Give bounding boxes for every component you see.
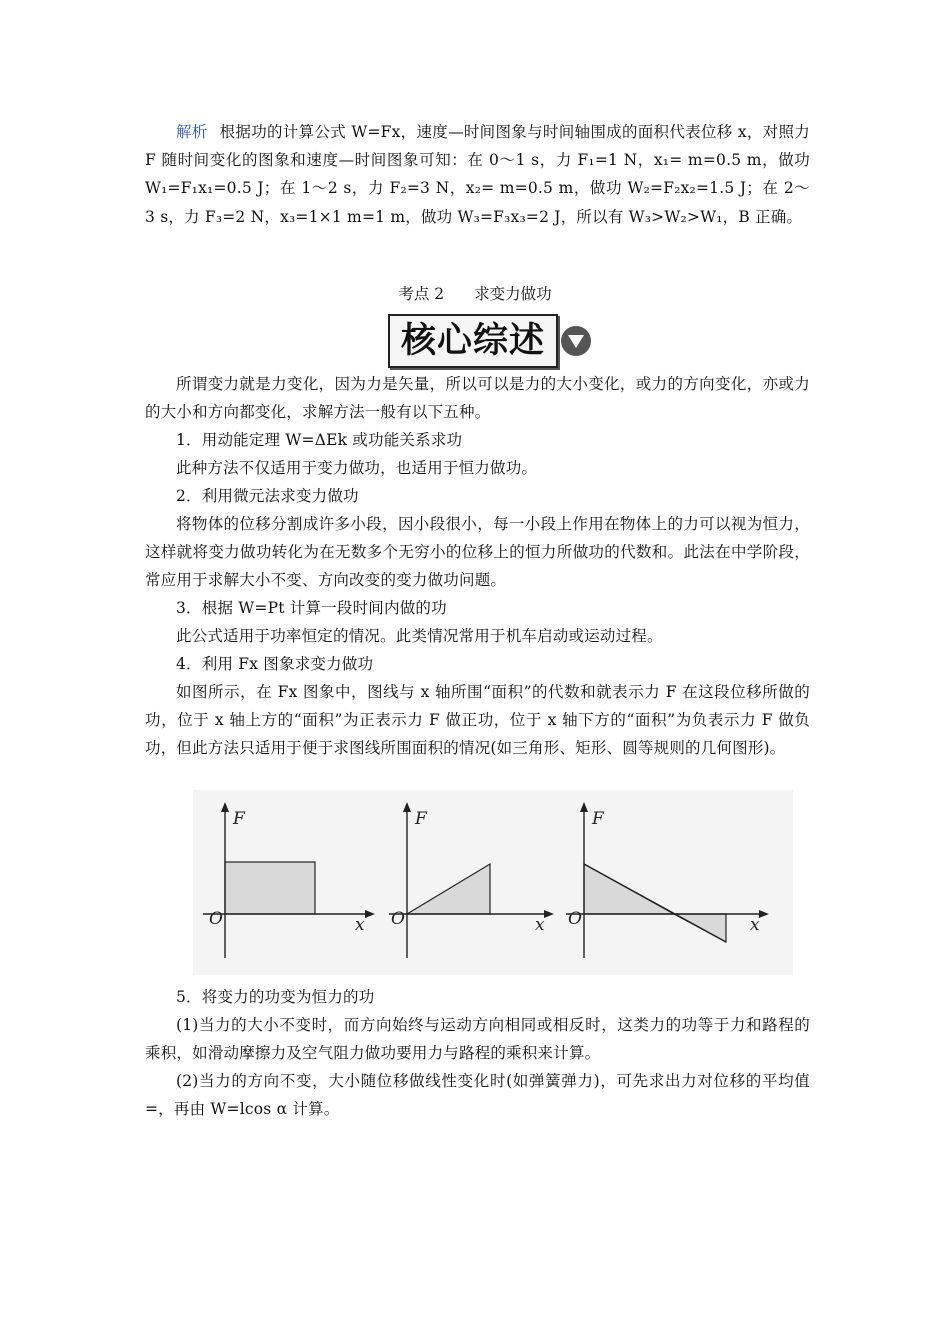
f-axis-label: F [415, 809, 427, 829]
method-2-text: 将物体的位移分割成许多小段，因小段很小，每一小段上作用在物体上的力可以视为恒力，这样就将变力做功转化为在无数多个无穷小的位移上的恒力所做功的代数和。此法在中学阶段，常应用于求解大小不变、方向改变的变力做功问题。 [145, 515, 810, 590]
intro-paragraph: 所谓变力就是力变化，因为力是矢量，所以可以是力的大小变化，或力的方向变化，亦或力的大小和方向都变化，求解方法一般有以下五种。 [145, 375, 810, 422]
method-5-point-1: (1)当力的大小不变时，而方向始终与运动方向相同或相反时，这类力的功等于力和路程的乘积，如滑动摩擦力及空气阻力做功要用力与路程的乘积来计算。 [145, 1016, 810, 1063]
analysis-text: 根据功的计算公式 W=Fx，速度—时间图象与时间轴围成的面积代表位移 x，对照力 F 随时间变化的图象和速度—时间图象可知：在 0～1 s，力 F₁=1 N，x₁= m=0.5 m，做功 W₁=F₁x₁=0.5 J；在 1～2 s，力 F₂=3 N，x₂= m=0.5 m，做功 W₂=F₂x₂=1.5 J；在 2～3 s，力 F₃=2 N，x₃=1×1 m=1 m，做功 W₃=F₃x₃=2 J，所以有 W₃>W₂>W₁，B 正确。 [145, 123, 811, 226]
origin-label: O [568, 909, 582, 929]
positive-area-rectangle [225, 862, 315, 914]
triangle-down-icon [560, 325, 592, 357]
x-axis-label: x [535, 915, 545, 935]
section-label: 考点 2 [398, 285, 445, 303]
method-4-text: 如图所示，在 Fx 图象中，图线与 x 轴所围“面积”的代数和就表示力 F 在这段位移所做的功，位于 x 轴上方的“面积”为正表示力 F 做正功，位于 x 轴下方的“面积”为负表示力 F 做负功，但此方法只适用于便于求图线所围面积的情况(如三角形、矩形、圆等规则的几何图形)。 [145, 683, 810, 758]
origin-label: O [209, 909, 223, 929]
method-2-title: 2．利用微元法求变力做功 [176, 487, 359, 505]
x-axis-label: x [750, 915, 760, 935]
method-5-title: 5．将变力的功变为恒力的功 [176, 988, 375, 1006]
f-axis-label: F [592, 809, 604, 829]
x-axis-label: x [355, 915, 365, 935]
method-5-point-2: (2)当力的方向不变，大小随位移做线性变化时(如弹簧弹力)，可先求出力对位移的平均值=，再由 W=lcos α 计算。 [145, 1072, 810, 1119]
method-1-text: 此种方法不仅适用于变力做功，也适用于恒力做功。 [176, 459, 538, 477]
section-heading [0, 282, 950, 304]
analysis-label: 解析 [176, 123, 208, 141]
analysis-paragraph [145, 118, 810, 231]
method-3-title: 3．根据 W=Pt 计算一段时间内做的功 [176, 599, 447, 617]
method-1-title: 1．用动能定理 W=ΔEk 或功能关系求功 [176, 431, 463, 449]
badge-label: 核心综述 [388, 314, 558, 368]
origin-label: O [391, 909, 405, 929]
f-axis-label: F [233, 809, 245, 829]
fx-graphs-figure [193, 790, 793, 975]
core-summary-badge [388, 314, 596, 368]
method-4-title: 4．利用 Fx 图象求变力做功 [176, 655, 374, 673]
method-3-text: 此公式适用于功率恒定的情况。此类情况常用于机车启动或运动过程。 [176, 627, 663, 645]
section-title: 求变力做功 [474, 285, 552, 303]
